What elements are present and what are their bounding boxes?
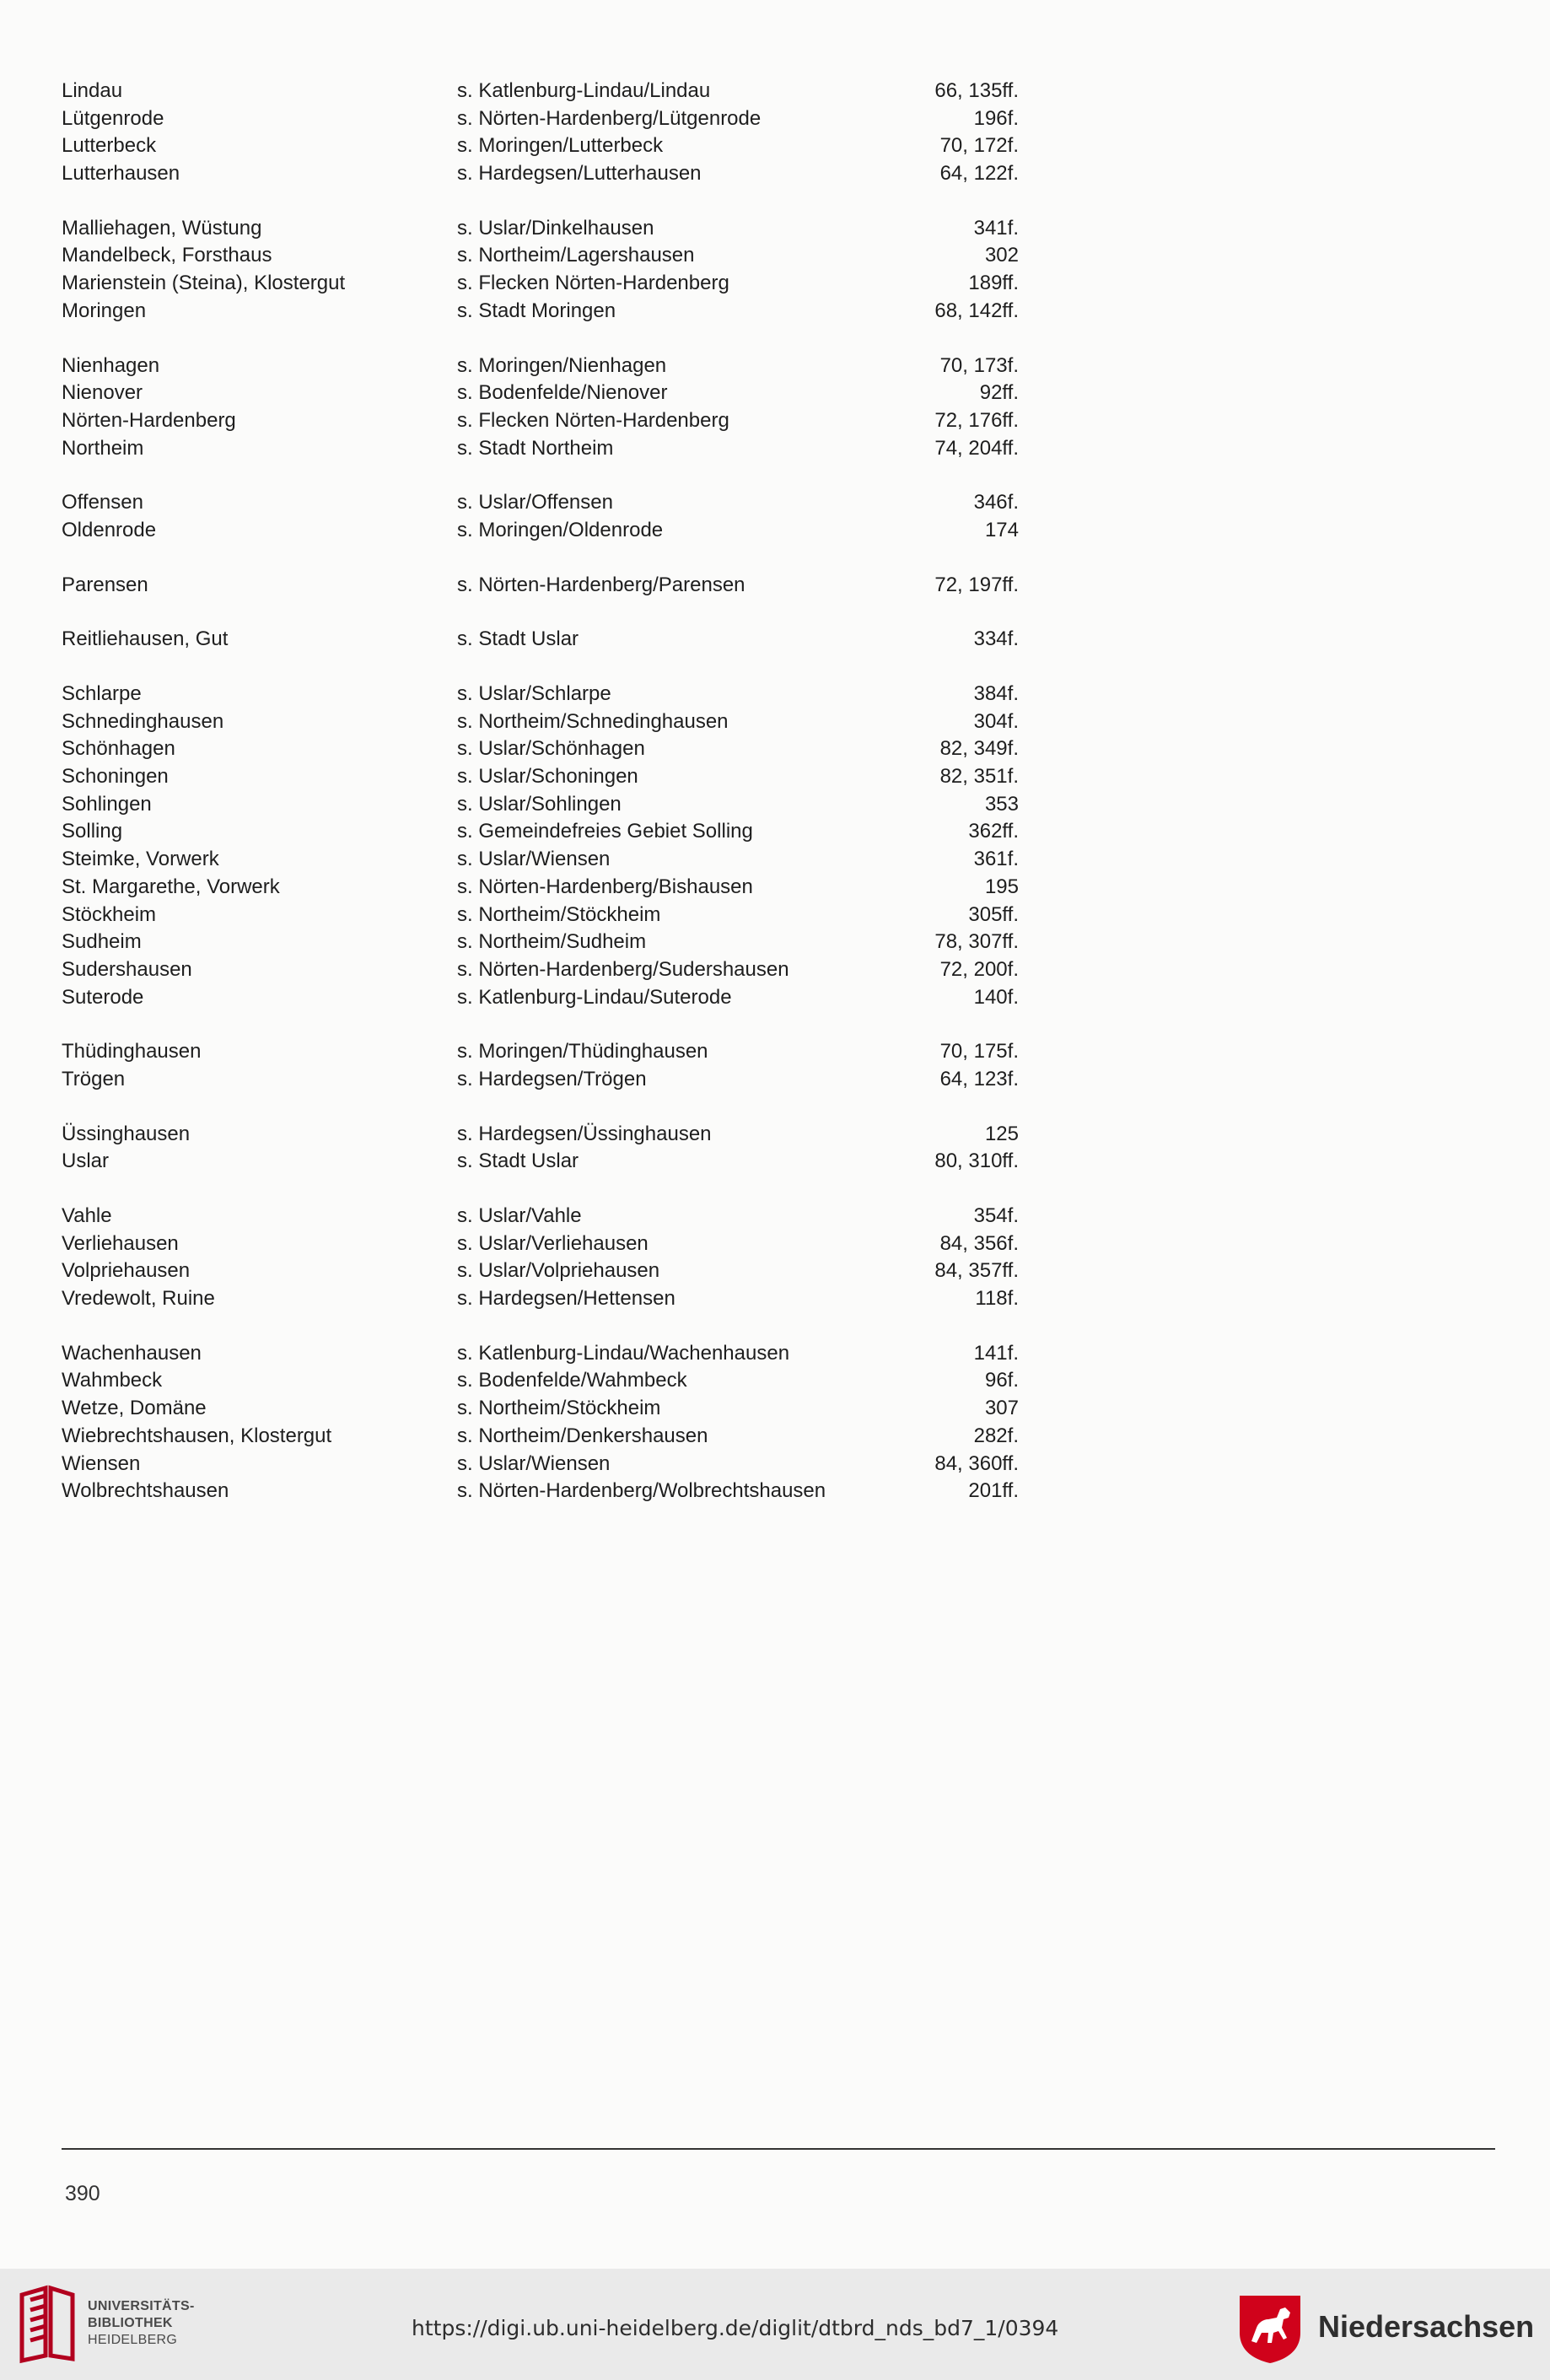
cross-reference: s. Nörten-Hardenberg/Bishausen <box>457 875 753 898</box>
place-name: Wahmbeck <box>62 1369 163 1392</box>
register-letter-group <box>62 1038 1019 1093</box>
page-reference: 66, 135ff. <box>934 79 1019 102</box>
cross-reference: s. Hardegsen/Hettensen <box>457 1287 675 1311</box>
register-entry <box>62 1038 1019 1066</box>
page-reference: 362ff. <box>968 820 1019 843</box>
register-entry <box>62 1451 1019 1478</box>
cross-reference: s. Uslar/Schoningen <box>457 765 638 789</box>
cross-reference: s. Nörten-Hardenberg/Wolbrechtshausen <box>457 1479 826 1503</box>
place-name: Lindau <box>62 79 123 102</box>
cross-reference: s. Katlenburg-Lindau/Suterode <box>457 985 732 1009</box>
cross-reference: s. Bodenfelde/Nienover <box>457 381 668 405</box>
register-letter-group <box>62 681 1019 1011</box>
register-letter-group <box>62 78 1019 188</box>
page-reference: 72, 200f. <box>939 957 1019 981</box>
cross-reference: s. Uslar/Schlarpe <box>457 682 611 705</box>
cross-reference: s. Uslar/Wiensen <box>457 848 611 871</box>
page-reference: 384f. <box>973 682 1019 705</box>
library-name <box>88 2298 195 2349</box>
page-reference: 189ff. <box>968 272 1019 295</box>
register-entry <box>62 105 1019 133</box>
register-letter-group <box>62 215 1019 326</box>
page-reference: 70, 172f. <box>939 134 1019 158</box>
cross-reference: s. Uslar/Vahle <box>457 1204 582 1227</box>
register-entry <box>62 380 1019 407</box>
library-name-line: UNIVERSITÄTS- <box>88 2299 195 2313</box>
library-name-line: HEIDELBERG <box>88 2333 178 2347</box>
page-reference: 82, 349f. <box>939 737 1019 761</box>
cross-reference: s. Flecken Nörten-Hardenberg <box>457 408 729 432</box>
place-name: Malliehagen, Wüstung <box>62 216 262 240</box>
page-reference: 82, 351f. <box>939 765 1019 789</box>
register-entry <box>62 1230 1019 1258</box>
cross-reference: s. Hardegsen/Üssinghausen <box>457 1122 712 1145</box>
page-reference: 334f. <box>973 627 1019 651</box>
footer-rule <box>62 2148 1495 2150</box>
page-reference: 305ff. <box>968 902 1019 926</box>
page-reference: 78, 307ff. <box>934 930 1019 954</box>
cross-reference: s. Uslar/Volpriehausen <box>457 1259 660 1283</box>
cross-reference: s. Hardegsen/Trögen <box>457 1067 647 1090</box>
page-reference: 84, 360ff. <box>934 1451 1019 1475</box>
page-reference: 74, 204ff. <box>934 436 1019 460</box>
permalink-url[interactable]: https://digi.ub.uni-heidelberg.de/diglit/dtbrd_nds_bd7_1/0394 <box>412 2316 1059 2340</box>
page-reference: 84, 357ff. <box>934 1259 1019 1283</box>
place-name: Lutterbeck <box>62 134 157 158</box>
cross-reference: s. Uslar/Verliehausen <box>457 1231 649 1255</box>
register-entry <box>62 956 1019 984</box>
page-reference: 64, 123f. <box>939 1067 1019 1090</box>
register-entry <box>62 1148 1019 1176</box>
place-name: Sudershausen <box>62 957 192 981</box>
place-name: Wolbrechtshausen <box>62 1479 229 1503</box>
register-entry <box>62 874 1019 902</box>
page-reference: 84, 356f. <box>939 1231 1019 1255</box>
cross-reference: s. Flecken Nörten-Hardenberg <box>457 272 729 295</box>
cross-reference: s. Nörten-Hardenberg/Sudershausen <box>457 957 789 981</box>
place-name: Suterode <box>62 985 144 1009</box>
place-name: Schnedinghausen <box>62 709 224 733</box>
place-name: Wetze, Domäne <box>62 1397 207 1420</box>
register-entry <box>62 270 1019 298</box>
place-name: Schönhagen <box>62 737 175 761</box>
register-letter-group <box>62 1121 1019 1176</box>
place-name: Trögen <box>62 1067 126 1090</box>
page-reference: 141f. <box>973 1341 1019 1365</box>
page-reference: 302 <box>984 244 1019 267</box>
register-entry <box>62 517 1019 545</box>
cross-reference: s. Northeim/Denkershausen <box>457 1424 708 1447</box>
cross-reference: s. Northeim/Stöckheim <box>457 902 661 926</box>
register-entry <box>62 1121 1019 1149</box>
page-reference: 174 <box>984 518 1019 541</box>
page-reference: 304f. <box>973 709 1019 733</box>
page-reference: 125 <box>984 1122 1019 1145</box>
place-name: Nörten-Hardenberg <box>62 408 236 432</box>
place-name: Verliehausen <box>62 1231 179 1255</box>
state-name: Niedersachsen <box>1318 2309 1535 2344</box>
library-name-line: BIBLIOTHEK <box>88 2316 173 2330</box>
place-name: Wiebrechtshausen, Klostergut <box>62 1424 332 1447</box>
page-reference: 72, 197ff. <box>934 573 1019 596</box>
place-name: Uslar <box>62 1150 110 1173</box>
register-entry <box>62 626 1019 654</box>
place-name: Offensen <box>62 491 143 514</box>
place-name-register <box>62 78 1019 1532</box>
register-entry <box>62 572 1019 600</box>
register-entry <box>62 298 1019 326</box>
place-name: Mandelbeck, Forsthaus <box>62 244 272 267</box>
cross-reference: s. Moringen/Thüdinghausen <box>457 1040 708 1063</box>
page-reference: 72, 176ff. <box>934 408 1019 432</box>
page-reference: 118f. <box>975 1287 1019 1311</box>
page-reference: 92ff. <box>979 381 1019 405</box>
place-name: Marienstein (Steina), Klostergut <box>62 272 346 295</box>
cross-reference: s. Nörten-Hardenberg/Lütgenrode <box>457 106 762 130</box>
cross-reference: s. Hardegsen/Lutterhausen <box>457 162 702 186</box>
register-entry <box>62 1395 1019 1423</box>
page-reference: 70, 173f. <box>939 353 1019 377</box>
place-name: Northeim <box>62 436 144 460</box>
place-name: Schlarpe <box>62 682 142 705</box>
place-name: Wachenhausen <box>62 1341 202 1365</box>
register-entry <box>62 1285 1019 1313</box>
cross-reference: s. Northeim/Sudheim <box>457 930 647 954</box>
register-entry <box>62 1340 1019 1368</box>
page-reference: 64, 122f. <box>939 162 1019 186</box>
place-name: Schoningen <box>62 765 169 789</box>
cross-reference: s. Stadt Northeim <box>457 436 614 460</box>
place-name: Vredewolt, Ruine <box>62 1287 215 1311</box>
register-entry <box>62 929 1019 956</box>
place-name: Lütgenrode <box>62 106 164 130</box>
ub-heidelberg-logo-icon[interactable] <box>17 2283 78 2364</box>
register-entry <box>62 818 1019 846</box>
register-entry <box>62 435 1019 463</box>
register-entry <box>62 902 1019 929</box>
page-reference: 70, 175f. <box>939 1040 1019 1063</box>
page-reference: 80, 310ff. <box>934 1150 1019 1173</box>
place-name: Reitliehausen, Gut <box>62 627 229 651</box>
cross-reference: s. Stadt Uslar <box>457 627 579 651</box>
register-entry <box>62 215 1019 243</box>
register-entry <box>62 763 1019 791</box>
place-name: Nienover <box>62 381 143 405</box>
cross-reference: s. Gemeindefreies Gebiet Solling <box>457 820 753 843</box>
register-entry <box>62 353 1019 380</box>
place-name: Oldenrode <box>62 518 157 541</box>
register-letter-group <box>62 1340 1019 1505</box>
register-entry <box>62 489 1019 517</box>
cross-reference: s. Uslar/Dinkelhausen <box>457 216 654 240</box>
page-reference: 341f. <box>973 216 1019 240</box>
cross-reference: s. Uslar/Sohlingen <box>457 792 622 816</box>
register-entry <box>62 1203 1019 1230</box>
viewer-footer <box>0 2269 1550 2380</box>
register-entry <box>62 708 1019 736</box>
cross-reference: s. Katlenburg-Lindau/Lindau <box>457 79 711 102</box>
register-letter-group <box>62 353 1019 463</box>
cross-reference: s. Uslar/Schönhagen <box>457 737 645 761</box>
register-entry <box>62 407 1019 435</box>
page-reference: 353 <box>984 792 1019 816</box>
page-reference: 346f. <box>973 491 1019 514</box>
cross-reference: s. Uslar/Wiensen <box>457 1451 611 1475</box>
place-name: Vahle <box>62 1204 112 1227</box>
page-reference: 68, 142ff. <box>934 299 1019 322</box>
register-entry <box>62 846 1019 874</box>
place-name: Moringen <box>62 299 147 322</box>
page-reference: 196f. <box>973 106 1019 130</box>
place-name: Steimke, Vorwerk <box>62 848 219 871</box>
register-entry <box>62 242 1019 270</box>
page-reference: 354f. <box>973 1204 1019 1227</box>
page-number: 390 <box>65 2182 100 2205</box>
page-reference: 96f. <box>984 1369 1019 1392</box>
page-reference: 361f. <box>973 848 1019 871</box>
cross-reference: s. Northeim/Schnedinghausen <box>457 709 729 733</box>
page-reference: 282f. <box>973 1424 1019 1447</box>
place-name: Volpriehausen <box>62 1259 191 1283</box>
register-entry <box>62 1478 1019 1505</box>
register-letter-group <box>62 572 1019 600</box>
place-name: Thüdinghausen <box>62 1040 202 1063</box>
register-letter-group <box>62 489 1019 544</box>
place-name: Wiensen <box>62 1451 141 1475</box>
cross-reference: s. Katlenburg-Lindau/Wachenhausen <box>457 1341 790 1365</box>
register-entry <box>62 1423 1019 1451</box>
register-entry <box>62 160 1019 188</box>
lower-saxony-horse-icon[interactable] <box>1238 2294 1302 2365</box>
register-entry <box>62 1367 1019 1395</box>
register-entry <box>62 1257 1019 1285</box>
cross-reference: s. Moringen/Lutterbeck <box>457 134 664 158</box>
register-entry <box>62 791 1019 819</box>
cross-reference: s. Stadt Uslar <box>457 1150 579 1173</box>
register-entry <box>62 984 1019 1012</box>
place-name: Üssinghausen <box>62 1122 191 1145</box>
register-entry <box>62 1066 1019 1094</box>
page-reference: 201ff. <box>968 1479 1019 1503</box>
cross-reference: s. Uslar/Offensen <box>457 491 613 514</box>
cross-reference: s. Northeim/Stöckheim <box>457 1397 661 1420</box>
place-name: Nienhagen <box>62 353 160 377</box>
cross-reference: s. Nörten-Hardenberg/Parensen <box>457 573 745 596</box>
cross-reference: s. Northeim/Lagershausen <box>457 244 695 267</box>
cross-reference: s. Stadt Moringen <box>457 299 616 322</box>
place-name: St. Margarethe, Vorwerk <box>62 875 280 898</box>
place-name: Sohlingen <box>62 792 152 816</box>
page-reference: 140f. <box>973 985 1019 1009</box>
register-letter-group <box>62 1203 1019 1313</box>
place-name: Sudheim <box>62 930 142 954</box>
place-name: Stöckheim <box>62 902 157 926</box>
cross-reference: s. Moringen/Oldenrode <box>457 518 664 541</box>
register-entry <box>62 78 1019 105</box>
register-entry <box>62 132 1019 160</box>
place-name: Lutterhausen <box>62 162 180 186</box>
page-reference: 195 <box>984 875 1019 898</box>
cross-reference: s. Moringen/Nienhagen <box>457 353 667 377</box>
place-name: Parensen <box>62 573 148 596</box>
register-letter-group <box>62 626 1019 654</box>
cross-reference: s. Bodenfelde/Wahmbeck <box>457 1369 687 1392</box>
register-entry <box>62 681 1019 708</box>
register-entry <box>62 735 1019 763</box>
place-name: Solling <box>62 820 123 843</box>
page-reference: 307 <box>984 1397 1019 1420</box>
